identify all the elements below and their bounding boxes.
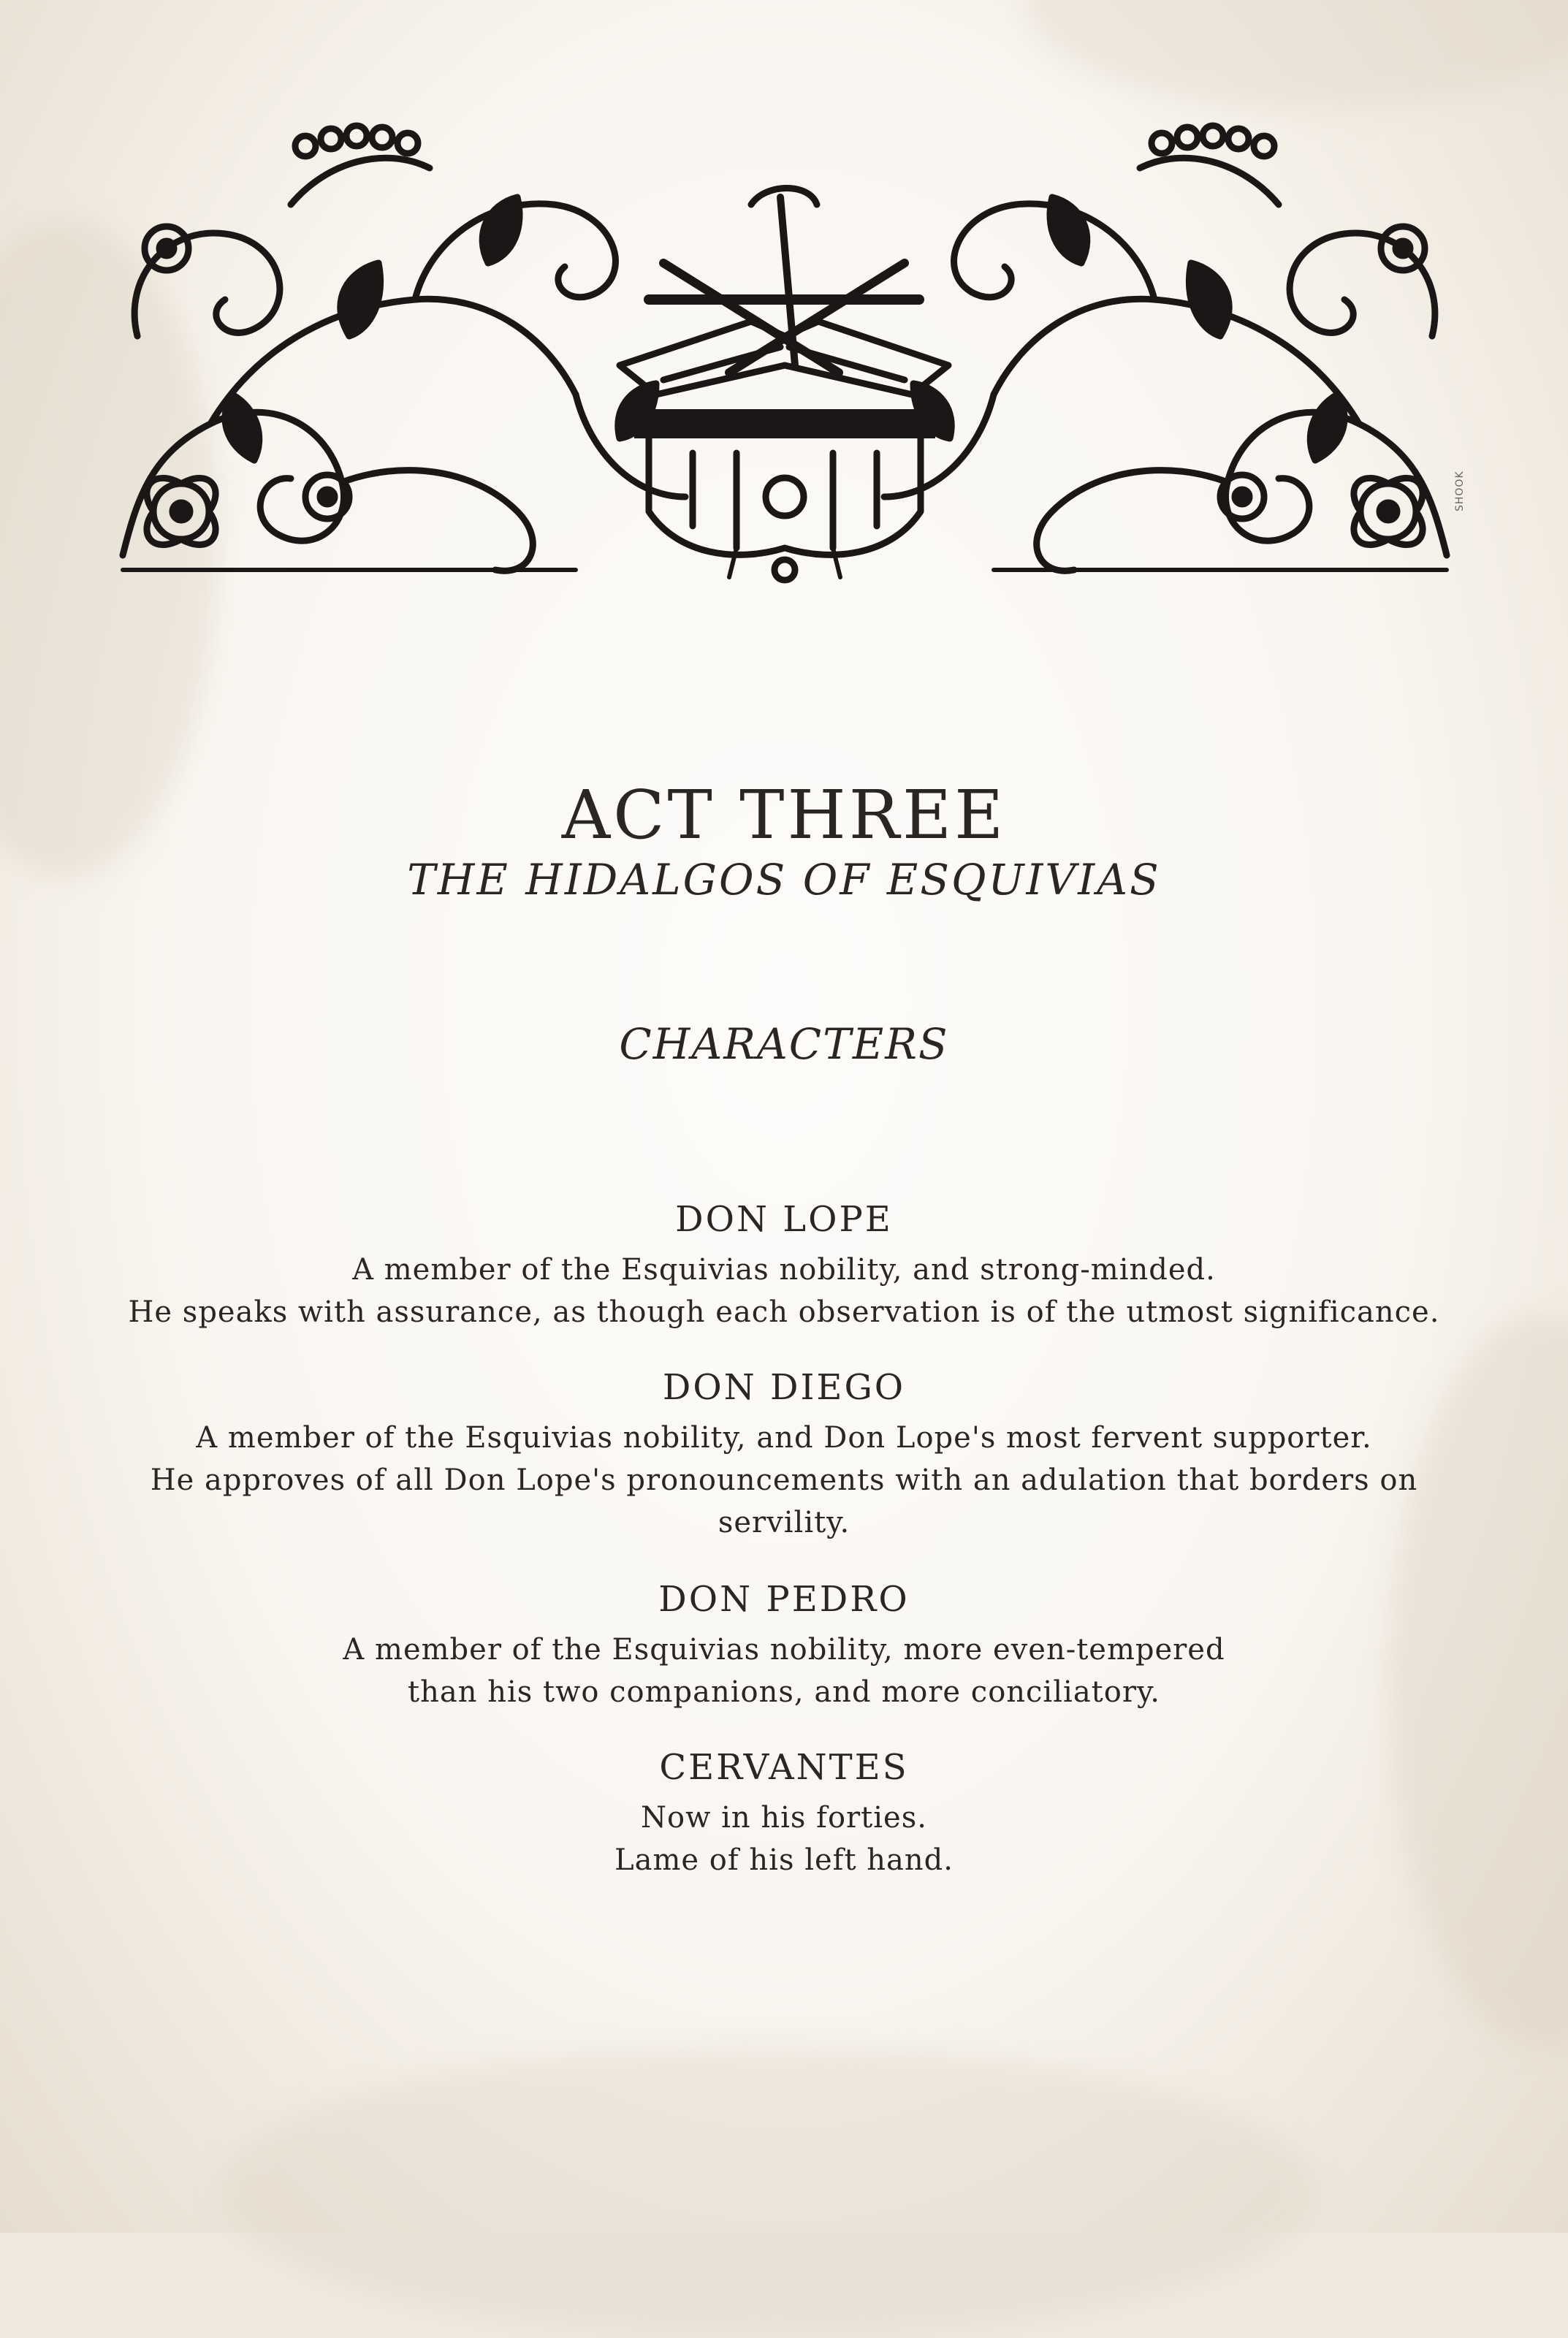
character-description-line: Lame of his left hand. (614, 1843, 954, 1877)
character-entry-don-lope (102, 1199, 1466, 1333)
character-description-line: A member of the Esquivias nobility, and strong-minded. (352, 1253, 1216, 1287)
character-description-line: He speaks with assurance, as though each observation is of the utmost significance. (128, 1295, 1440, 1329)
characters-heading: CHARACTERS (619, 1019, 949, 1069)
character-entry-don-pedro (102, 1579, 1466, 1713)
paper-crease (1023, 0, 1568, 110)
character-name: DON LOPE (675, 1199, 893, 1240)
character-description-line: than his two companions, and more conciliatory. (408, 1675, 1160, 1709)
act-subtitle: THE HIDALGOS OF ESQUIVIAS (407, 855, 1161, 905)
floral-scroll-woodcut-icon (108, 117, 1461, 584)
character-entry-cervantes (102, 1747, 1466, 1881)
act-title: ACT THREE (561, 776, 1007, 854)
character-name: DON PEDRO (658, 1579, 910, 1620)
illustration-credit: SHOOK (1454, 471, 1466, 511)
character-description-line: Now in his forties. (641, 1801, 927, 1835)
paper-crease (219, 2046, 1315, 2338)
character-name: CERVANTES (659, 1747, 909, 1788)
character-description-line: He approves of all Don Lope's pronouncements with an adulation that borders on (150, 1463, 1418, 1497)
character-description-line: A member of the Esquivias nobility, and Don Lope's most fervent supporter. (196, 1421, 1372, 1455)
character-name: DON DIEGO (662, 1367, 906, 1408)
character-description-line: servility. (718, 1506, 850, 1539)
decorative-woodcut-banner (108, 117, 1461, 584)
character-entry-don-diego (102, 1367, 1466, 1544)
character-description-line: A member of the Esquivias nobility, more even-tempered (343, 1633, 1225, 1667)
